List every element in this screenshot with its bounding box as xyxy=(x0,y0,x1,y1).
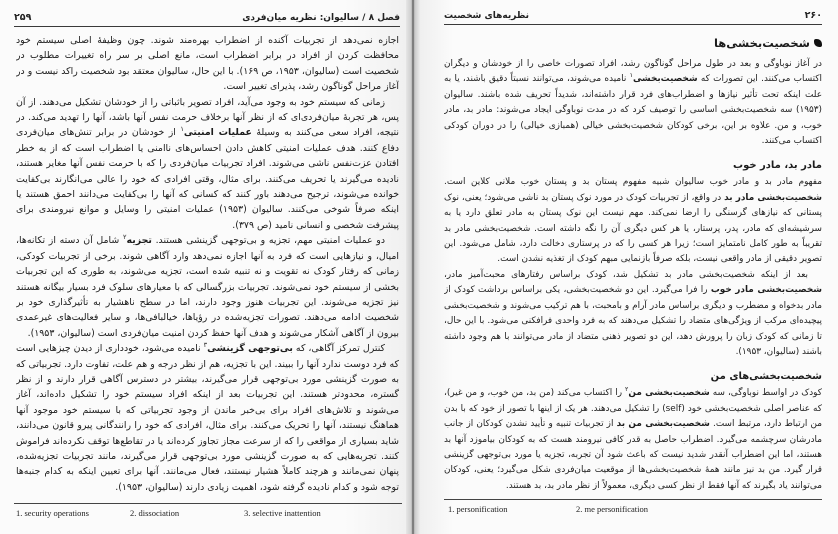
key-term: شخصیت‌بخشی من xyxy=(628,388,710,399)
footnote: 3. selective inattention xyxy=(244,508,321,518)
footnote-marker: ۱ xyxy=(629,72,633,80)
paragraph xyxy=(444,386,822,494)
text-run: را فرا می‌گیرد. این دو شخصیت‌بخشی، یکی براساس برداشت کودک از مادر بدخواه و مضطرب و دیگری براساس مادر آرام و بامحبت، با هم ترکیب می‌شوند و شخصیت‌بخشی پیچیده‌ای مرکب از ویژگی‌های متضاد را تشکیل می‌دهند که به فرد واحدی فرافکنی می‌شود. با این حال، تا زمانی که کودک زبان را پرورش دهد، این دو تصویر ذهنی متضاد از مادر می‌توانند با هم وجود داشته باشند (سالیوان، ۱۹۵۳). xyxy=(444,285,822,357)
paragraph xyxy=(16,341,399,495)
footnote: 2. dissociation xyxy=(130,508,180,518)
text-run: در آغاز نوباوگی و بعد در طول مراحل گوناگون رشد، افراد تصورات خاصی را از خودشان و دیگران اکتساب می‌کنند. این تصورات که xyxy=(444,59,822,85)
key-term: بی‌توجهی گزینشی xyxy=(207,343,293,355)
footnote-divider xyxy=(14,503,402,504)
text-run: نامیده می‌شوند، می‌توانند نسبتاً دقیق باشند، یا به علت اینکه تحت تأثیر نیازها و اضطراب‌های فرد قرار داشته‌اند، شدیداً تحریف شده باشند. سالیوان (۱۹۵۳) سه شخصیت‌بخشی اساسی را توصیف کرد که در مدت نوباوگی ایجاد می‌شوند: مادر بد، مادر خوب، و من. علاوه بر این، برخی کودکان شخصیت‌بخشی خیالی (همبازی خیالی) را در دوران کودکی اکتساب می‌کنند. xyxy=(444,74,822,147)
section-paragraphs xyxy=(444,386,822,494)
subsection-heading: شخصیت‌بخشی‌های من xyxy=(710,371,822,383)
paragraph xyxy=(444,268,822,360)
paragraph xyxy=(444,175,822,267)
text-run: در واقع، از تجربیات کودک در مورد نوک پستان بد ناشی می‌شود؛ یعنی، نوک پستانی که نیازهای گرسنگی را ارضا نمی‌کند. مهم نیست این نوک پستان به مادر تعلق دارد یا به سرشیشه‌ای که مادر، پدر، پرستار، یا هر کس دیگری آن را نگه داشته است. شخصیت‌بخشی مادر بد تقریباً به طور کامل نامتمایز است؛ زیرا هر کسی را که در پرستاری دخالت دارد، شامل می‌شود. این تصویر دقیقی از مادر واقعی نیست، بلکه صرفاً بازنمایی مبهم کودک از تغذیه نشدن است. xyxy=(444,192,822,265)
text-run: مفهوم مادر بد و مادر خوب سالیوان شبیه مفهوم پستان بد و پستان خوب ملانی کلاین است. xyxy=(444,177,822,188)
text-run: نامیده می‌شود، خودداری از دیدن چیزهایی است که فرد دوست ندارد آنها را ببیند. این با تجزیه، هم از نظر درجه و هم علت، تفاوت دارد. تجربیاتی که به صورت گزینشی مورد بی‌توجهی قرار می‌گیرند، بیشتر در دسترس آگاهی قرار دارند و از نظر گستره، محدودتر هستند. این تجربیات بعد از اینکه افراد سیستم خود را تشکیل داده‌اند، آغاز می‌شوند و تلاش‌های افراد برای بی‌خبر ماندن از وجود تجربیاتی که با سیستم خود موجود آنها هماهنگ نیستند، آنها را تحریک می‌کنند. برای مثال، افرادی که خود را رانندگانی پیرو قانون می‌دانند، شاید بسیاری از مواقعی را که از سرعت مجاز تجاوز کرده‌اند یا در تقاطع‌ها توقف نکرده‌اند فراموش کنند. تجربه‌هایی که به صورت گزینشی مورد بی‌توجهی قرار می‌گیرند، مانند تجربیات تجزیه‌شده، پنهان نمی‌مانند و هرچند کاملاً هشیار نیستند، فعال می‌مانند. آنها برای تعیین اینکه به کدام جنبه‌ها توجه شود و کدام نادیده گرفته شود، اهمیت زیادی دارند (سالیوان، ۱۹۵۳). xyxy=(16,343,399,493)
text-run: کنترل تمرکز آگاهی، که xyxy=(292,343,385,355)
running-head-title: نظریه‌های شخصیت xyxy=(444,11,529,21)
running-header xyxy=(14,8,400,27)
footnotes xyxy=(16,508,400,518)
section-paragraphs xyxy=(444,175,822,360)
section-heading-text: شخصیت‌بخشی‌ها xyxy=(713,36,810,50)
section-paragraphs xyxy=(444,57,822,149)
running-head-title: فصل ۸ / سالیوان: نظریه میان‌فردی xyxy=(242,13,400,23)
footnotes xyxy=(448,504,822,514)
body-paragraphs xyxy=(16,33,399,495)
text-run: از تجربیات تنبیه و تأیید نشدن کودکان از جانب مادرشان سرچشمه می‌گیرد. اضطراب حاصل به قدر کافی نیرومند هست که به کودکان بیاموزد آنها بد هستند، اما این اضطراب آنقدر شدید نیست که باعث شود آن تجربه، تجزیه یا مورد بی‌توجهی گزینشی قرار گیرد. من بد نیز مانند همهٔ شخصیت‌بخشی‌ها از موقعیت میان‌فردی شکل می‌گیرد؛ یعنی، کودکان می‌توانند یاد بگیرند که آنها فقط از نظر کسی دیگری، معمولاً از نظر مادر بد، بد هستند. xyxy=(444,419,822,491)
footnote: 1. security operations xyxy=(16,508,89,518)
footnote: 1. personification xyxy=(448,504,508,514)
key-term: شخصیت‌بخشی xyxy=(632,74,698,85)
paragraph xyxy=(444,57,822,149)
key-term: تجزیه xyxy=(126,235,152,247)
text-run: دو عملیات امنیتی مهم، تجزیه و بی‌توجهی گزینشی هستند. xyxy=(151,235,385,247)
paragraph xyxy=(16,233,399,341)
footnote: 2. me personification xyxy=(576,504,648,514)
footnote-divider xyxy=(444,499,822,500)
text-run: شامل آن دسته از تکانه‌ها، امیال، و نیازهایی است که فرد به آنها اجازه نمی‌دهد وارد آگاهی شوند. برخی از تجربیات کودکی، زمانی که رفتار کودک نه تقویت و نه تنبیه شده است، تجزیه می‌شوند، به طوری که این تجربیات بخشی از سیستم خود نمی‌شوند. تجربیات بزرگسالی که با معیارهای سلوک فرد بسیار بیگانه هستند نیز تجزیه می‌شوند. این تجربیات هنوز وجود دارند، اما در سطح ناهشیار به تأثیرگذاری خود بر شخصیت ادامه می‌دهند. تصورات تجزیه‌شده در رؤیاها، خیالبافی‌ها، و سایر فعالیت‌های غیرعمدی بیرون از آگاهی آشکار می‌شوند و هدف آنها حفظ کردن امنیت میان‌فردی است (سالیوان، ۱۹۵۳). xyxy=(16,235,399,339)
key-term: شخصیت‌بخشی مادر بد xyxy=(724,192,822,203)
footnote-marker: ۲ xyxy=(122,233,127,242)
left-page xyxy=(0,0,406,534)
footnote-marker: ۳ xyxy=(203,341,208,349)
text-run: زمانی که سیستم خود به وجود می‌آید، افراد تصویر باثباتی را از خودشان تشکیل می‌دهند. از آن پس، هر تجربهٔ میان‌فردی‌ای که از نظر آنها برخلاف حرمت نفس آنها باشد، آنها را تهدید می‌کند. در نتیجه، افراد سعی می‌کنند به وسیلهٔ xyxy=(16,96,399,139)
page-body xyxy=(16,33,399,501)
page-number: ۲۵۹ xyxy=(14,12,32,23)
paragraph xyxy=(16,95,399,234)
text-run: را اکتساب می‌کند (من بد، من خوب، و من غیر)، که عناصر اصلی شخصیت‌بخشی خود (self) را تشکیل می‌دهند. هر یک از اینها با تصور از خود که با بدن من ارتباط دارد، مرتبط است. xyxy=(444,388,822,430)
footnote-marker: ۱ xyxy=(180,125,184,134)
running-header xyxy=(444,6,822,25)
subsection-heading: مادر بد، مادر خوب xyxy=(733,160,822,172)
text-run: بعد از اینکه شخصیت‌بخشی مادر بد تشکیل شد، کودک براساس رفتارهای محبت‌آمیز مادر، xyxy=(444,269,808,280)
key-term: شخصیت‌بخشی من بد xyxy=(616,419,710,430)
page-number: ۲۶۰ xyxy=(804,10,822,21)
right-page xyxy=(420,0,838,534)
footnote-marker: ۲ xyxy=(625,386,629,394)
paragraph xyxy=(16,33,399,95)
section-bullet-icon xyxy=(814,39,822,47)
text-run: از خودشان در برابر تنش‌های میان‌فردی دفاع کنند. هدف عملیات امنیتی کاهش دادن احساس‌های ناامنی یا اضطراب است که از به خطر افتادن عزت‌نفس ناشی می‌شوند. افراد تجربیات میان‌فردی را که با حرمت نفس آنها مغایر هستند، نادیده می‌گیرند یا تحریف می‌کنند. برای مثال، وقتی افرادی که خود را عالی می‌انگارند بی‌کفایت خوانده می‌شوند، ترجیح می‌دهند باور کنند که کسانی که آنها را بی‌کفایت می‌دانند احمق هستند یا اینکه صرفاً شوخی می‌کنند. سالیوان (۱۹۵۳) عملیات امنیتی را وسایل و موانع نیرومندی برای پیشرفت شخصی و انسانی نامید (ص ۳۷۹). xyxy=(16,127,399,231)
page-body xyxy=(444,31,822,496)
key-term: شخصیت‌بخشی مادر خوب xyxy=(710,285,822,296)
page-gutter xyxy=(406,0,420,534)
key-term: عملیات امنیتی xyxy=(183,127,252,139)
text-run: اجازه نمی‌دهد از تجربیات آکنده از اضطراب بهره‌مند شوند. چون وظیفهٔ اصلی سیستم خود محافظت کردن از افراد در برابر اضطراب است، مانع اصلی بر سر راه تغییرات مطلوب در شخصیت است (سالیوان، ۱۹۵۳، ص ۱۶۹). با این حال، سالیوان معتقد بود شخصیت راکد نیست و در آغاز مراحل گوناگون رشد، پذیرای تغییر است. xyxy=(16,35,399,93)
section-heading xyxy=(444,34,822,52)
text-run: کودک در اواسط نوباوگی، سه xyxy=(709,388,822,399)
